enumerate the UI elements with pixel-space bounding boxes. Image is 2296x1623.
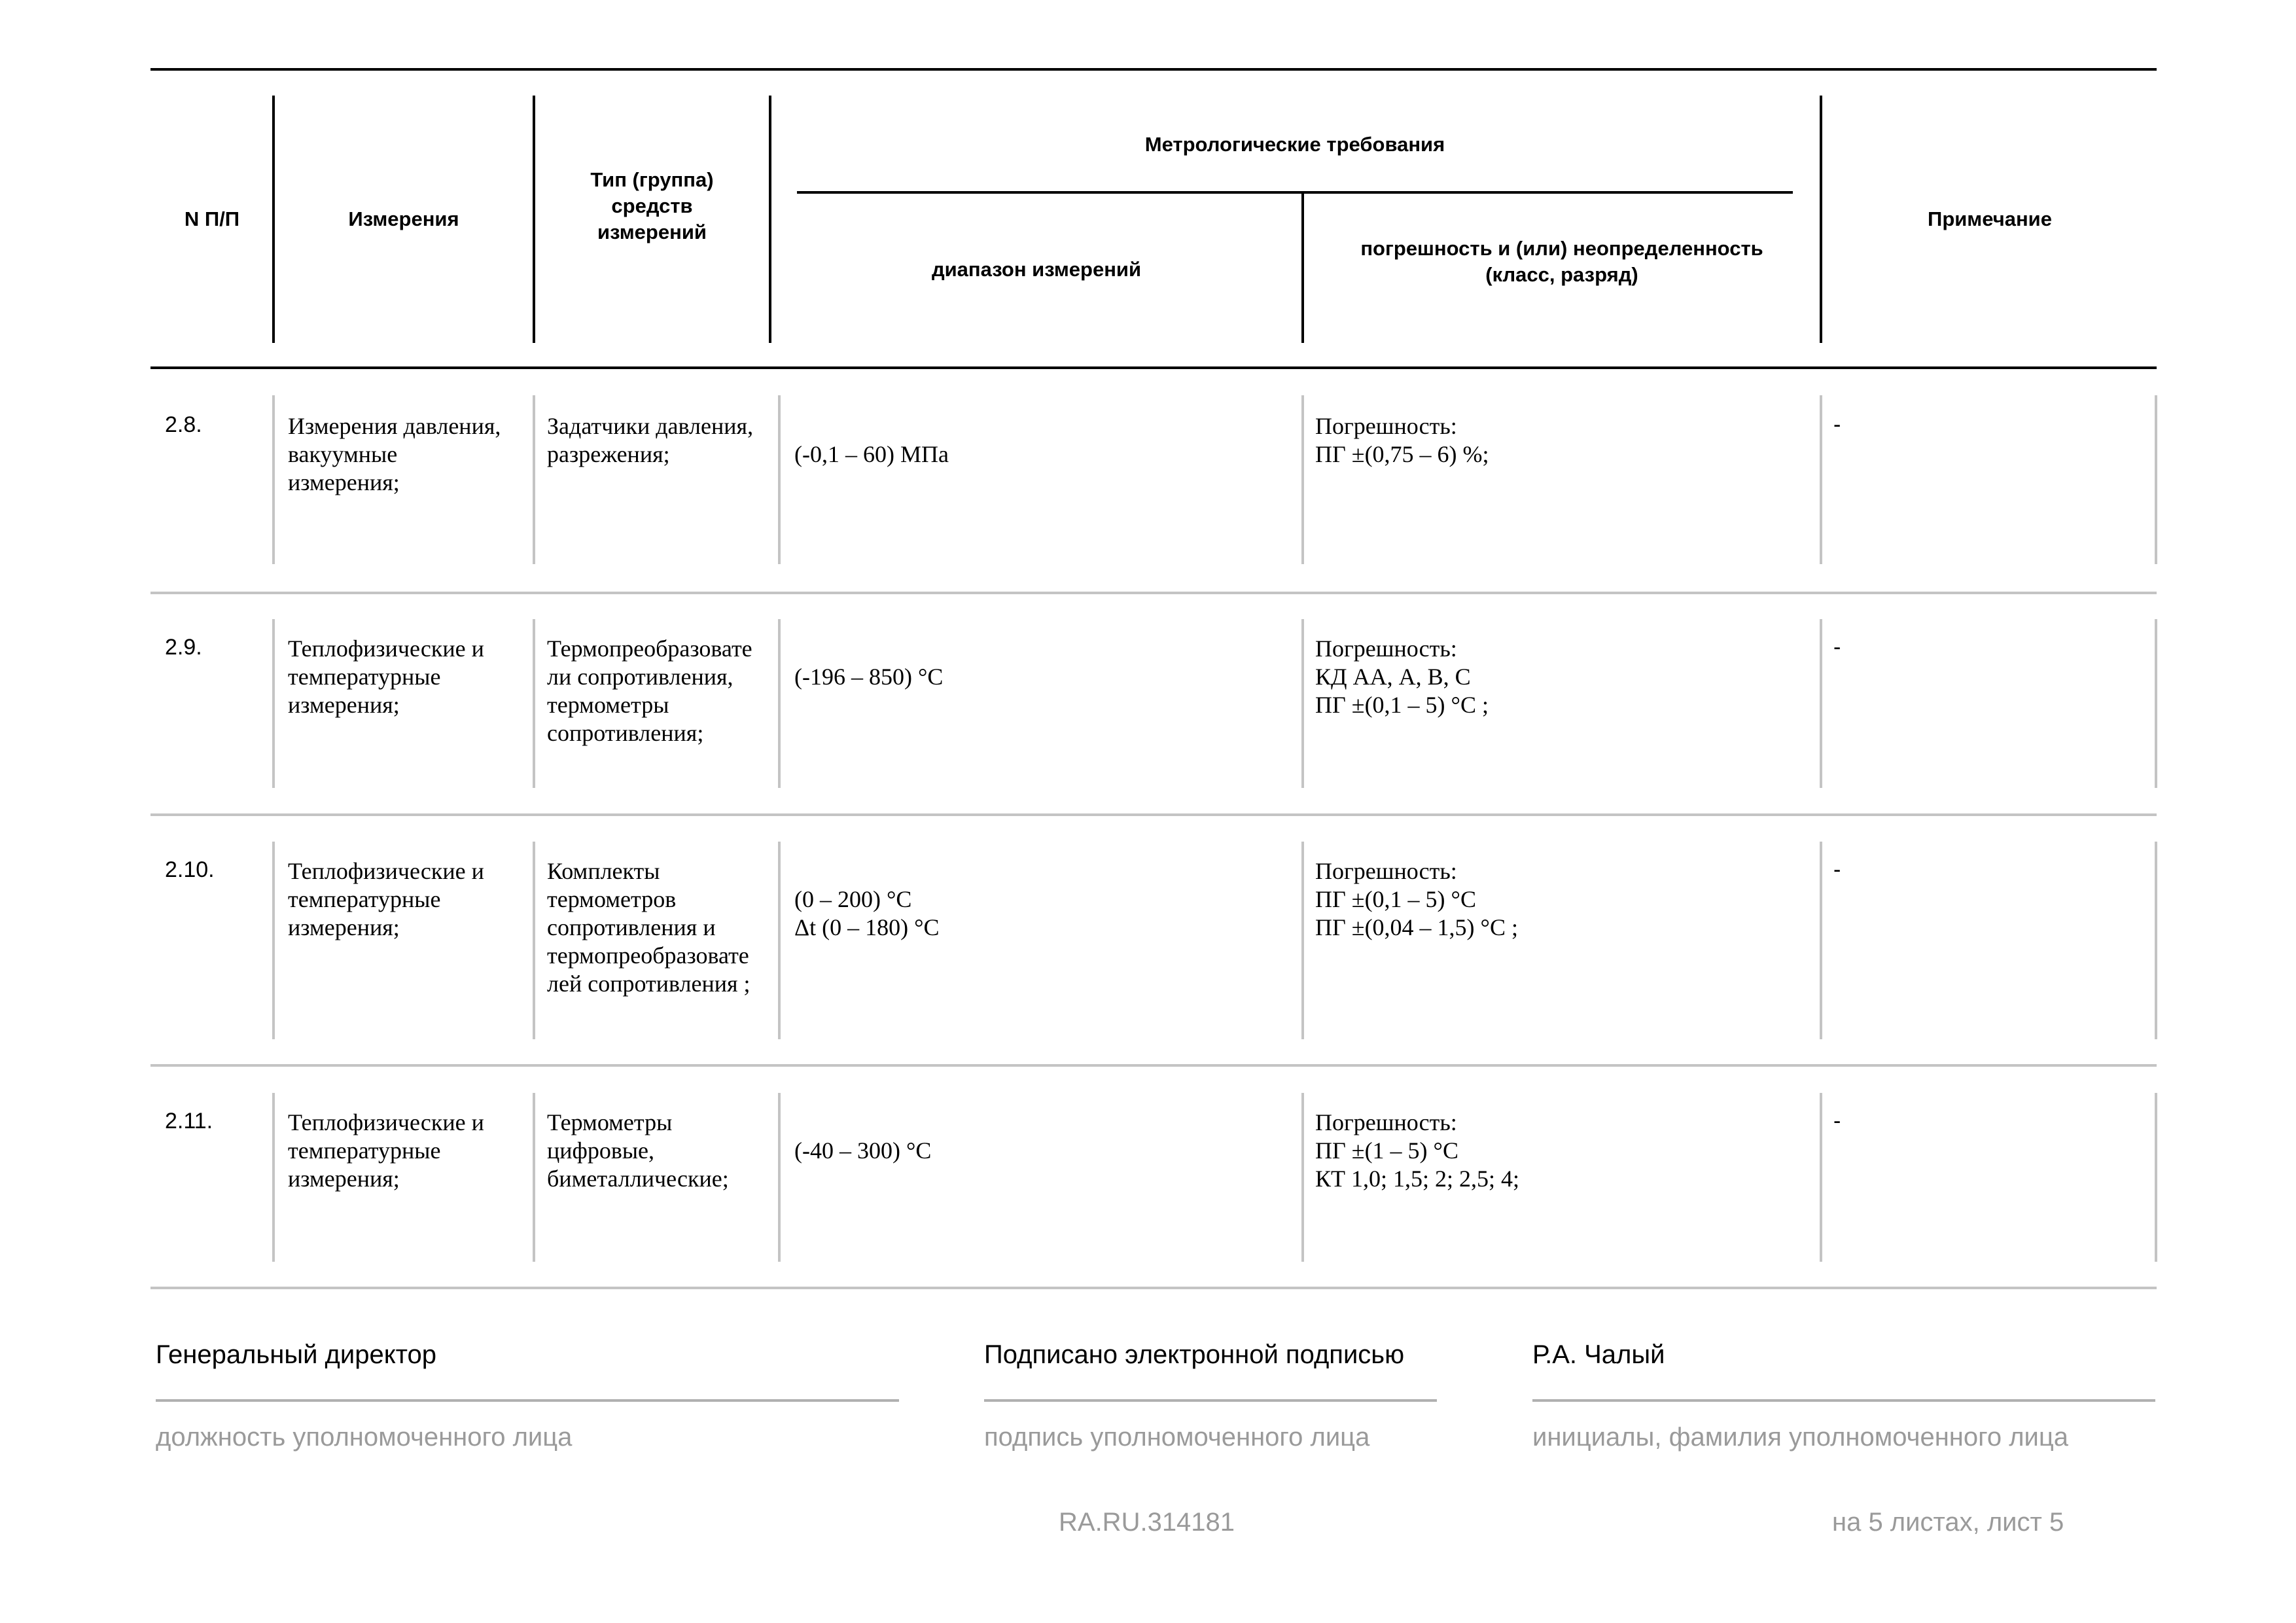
row-range: (0 – 200) °C Δt (0 – 180) °C	[794, 886, 940, 940]
row-rule	[150, 592, 2157, 594]
header-measurements: Измерения	[348, 207, 459, 230]
signature-line	[984, 1399, 1437, 1402]
row-col-sep	[2155, 1093, 2157, 1262]
row-col-sep	[1301, 395, 1304, 564]
row-col-sep	[778, 619, 781, 788]
name-caption: инициалы, фамилия уполномоченного лица	[1532, 1423, 2069, 1452]
position-caption: должность уполномоченного лица	[156, 1423, 573, 1452]
header-num: N П/П	[184, 207, 240, 230]
row-col-sep	[533, 842, 535, 1039]
row-col-sep	[272, 395, 275, 564]
header-note: Примечание	[1928, 207, 2052, 230]
row-note: -	[1833, 1109, 1841, 1133]
row-col-sep	[2155, 842, 2157, 1039]
page-counter: на 5 листах, лист 5	[1832, 1508, 2064, 1537]
row-number: 2.10.	[165, 857, 215, 882]
metrological-divider	[797, 191, 1793, 194]
row-type: Комплекты термометров сопротивления и термопреобразовате лей сопротивления ;	[547, 858, 751, 997]
table-top-rule	[150, 68, 2157, 71]
row-number: 2.9.	[165, 635, 202, 660]
position-value: Генеральный директор	[156, 1340, 437, 1369]
row-accuracy: Погрешность: КД АА, А, В, С ПГ ±(0,1 – 5) °C ;	[1315, 635, 1489, 718]
row-accuracy: Погрешность: ПГ ±(1 – 5) °C КТ 1,0; 1,5; 2; 2,5; 4;	[1315, 1109, 1520, 1192]
row-col-sep	[1820, 842, 1822, 1039]
row-number: 2.11.	[165, 1109, 213, 1133]
row-measurement: Теплофизические и температурные измерения;	[288, 635, 484, 718]
row-rule	[150, 1064, 2157, 1067]
row-rule	[150, 813, 2157, 816]
row-col-sep	[2155, 395, 2157, 564]
name-line	[1532, 1399, 2155, 1402]
row-col-sep	[533, 395, 535, 564]
row-col-sep	[272, 842, 275, 1039]
row-note: -	[1833, 635, 1841, 660]
row-type: Термопреобразовате ли сопротивления, термометры сопротивления;	[547, 635, 752, 746]
row-col-sep	[2155, 619, 2157, 788]
row-range: (-40 – 300) °C	[794, 1137, 932, 1164]
row-col-sep	[1820, 619, 1822, 788]
header-type: Тип (группа) средств измерений	[590, 168, 714, 244]
header-col-sep	[1301, 194, 1304, 343]
header-range: диапазон измерений	[931, 257, 1142, 281]
row-col-sep	[1820, 1093, 1822, 1262]
row-col-sep	[533, 619, 535, 788]
signature-caption: подпись уполномоченного лица	[984, 1423, 1370, 1452]
row-col-sep	[1301, 619, 1304, 788]
row-accuracy: Погрешность: ПГ ±(0,75 – 6) %;	[1315, 413, 1489, 467]
row-range: (-0,1 – 60) МПа	[794, 441, 949, 467]
row-measurement: Измерения давления, вакуумные измерения;	[288, 413, 501, 495]
row-col-sep	[533, 1093, 535, 1262]
row-col-sep	[272, 1093, 275, 1262]
row-col-sep	[1820, 395, 1822, 564]
row-col-sep	[778, 842, 781, 1039]
row-measurement: Теплофизические и температурные измерения;	[288, 858, 484, 940]
position-line	[156, 1399, 899, 1402]
registry-number: RA.RU.314181	[1059, 1508, 1235, 1537]
header-metrological: Метрологические требования	[1144, 132, 1445, 156]
signature-value: Подписано электронной подписью	[984, 1340, 1405, 1369]
name-value: Р.А. Чалый	[1532, 1340, 1665, 1369]
row-accuracy: Погрешность: ПГ ±(0,1 – 5) °C ПГ ±(0,04 – 1,5) °C ;	[1315, 858, 1518, 940]
row-type: Термометры цифровые, биметаллические;	[547, 1109, 729, 1192]
row-number: 2.8.	[165, 412, 202, 437]
header-col-sep	[769, 96, 771, 343]
row-note: -	[1833, 857, 1841, 882]
row-col-sep	[1301, 1093, 1304, 1262]
header-bottom-rule	[150, 366, 2157, 369]
row-col-sep	[1301, 842, 1304, 1039]
row-col-sep	[778, 1093, 781, 1262]
row-range: (-196 – 850) °C	[794, 664, 944, 690]
row-type: Задатчики давления, разрежения;	[547, 413, 754, 467]
row-col-sep	[272, 619, 275, 788]
row-note: -	[1833, 412, 1841, 437]
header-col-sep	[1820, 96, 1822, 343]
header-accuracy: погрешность и (или) неопределенность (класс, разряд)	[1360, 236, 1763, 286]
table-bottom-rule	[150, 1287, 2157, 1289]
row-measurement: Теплофизические и температурные измерения;	[288, 1109, 484, 1192]
row-col-sep	[778, 395, 781, 564]
